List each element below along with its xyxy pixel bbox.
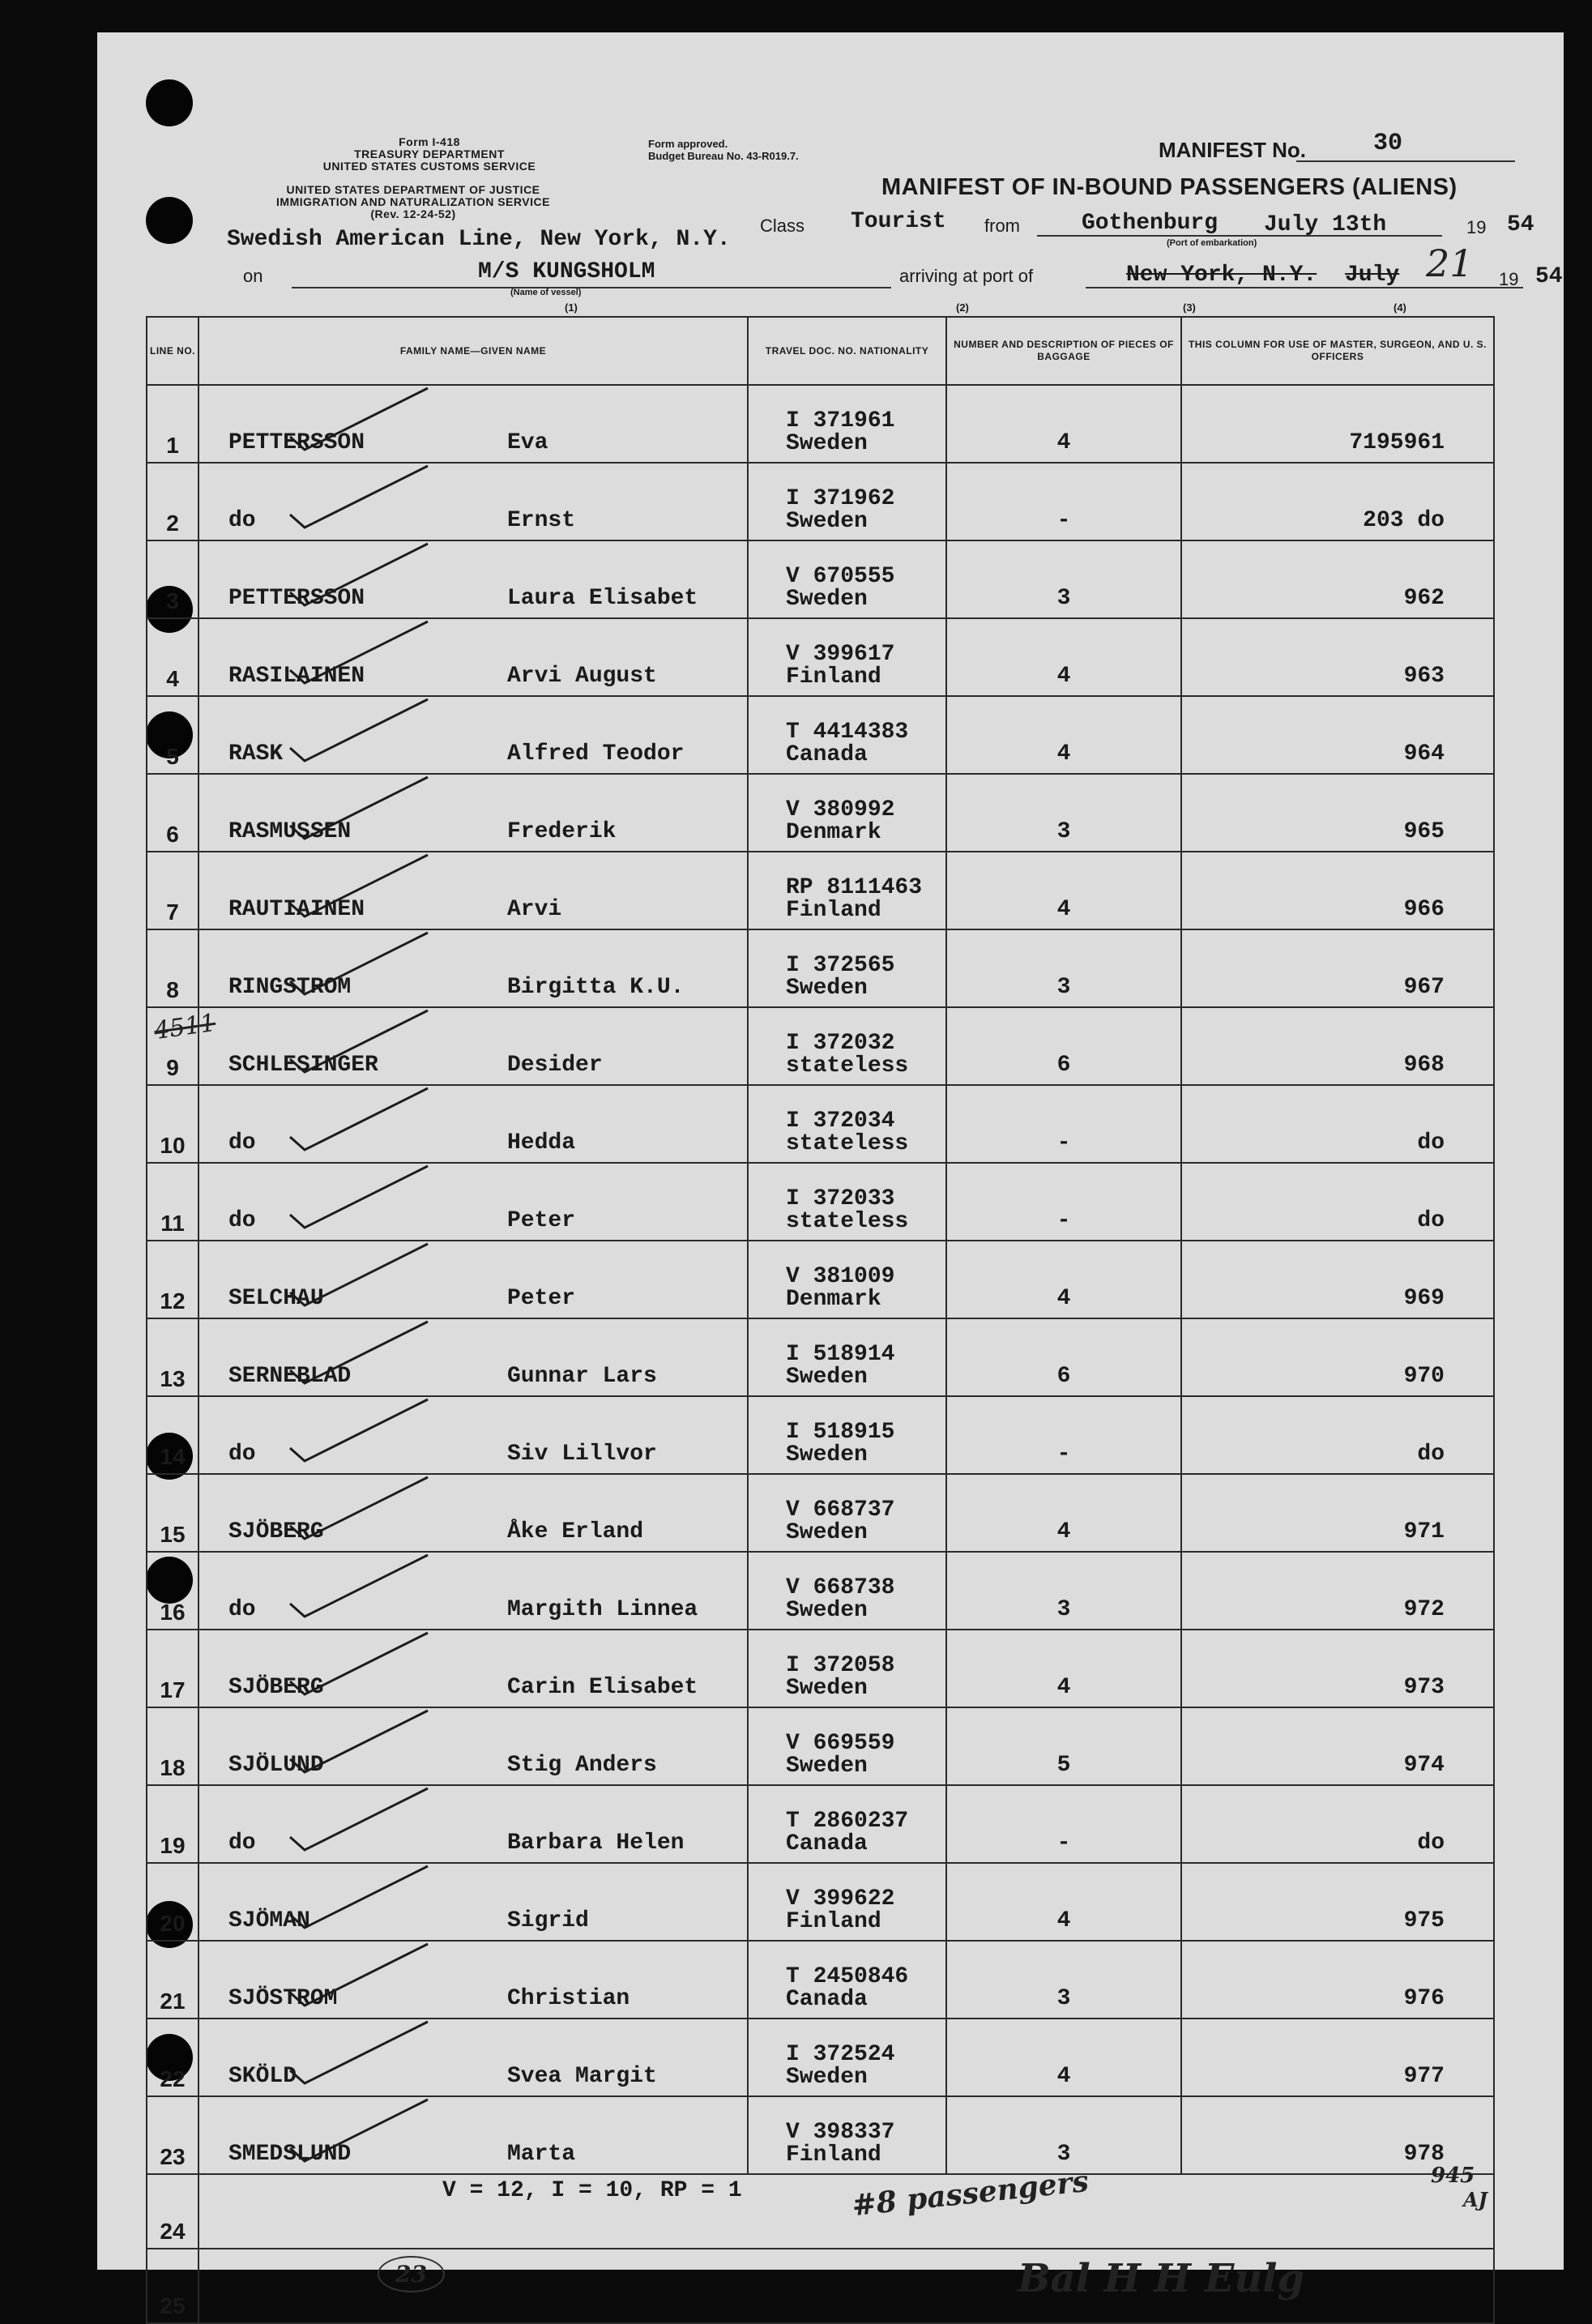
officer-number: 968	[1181, 1007, 1494, 1085]
punch-hole	[146, 79, 193, 126]
line-number: 1	[147, 385, 198, 463]
approved-label: Form approved.	[648, 138, 728, 150]
nationality: stateless	[786, 1131, 909, 1156]
baggage-count: 4	[946, 618, 1181, 696]
nationality: Canada	[786, 1831, 868, 1856]
table-row	[147, 385, 1494, 463]
family-name: do	[228, 1597, 256, 1622]
family-name: SJÖMAN	[228, 1908, 310, 1933]
class-label: Class	[760, 216, 805, 236]
travel-doc-number: RP 8111463	[786, 875, 923, 900]
family-name: SMEDSLUND	[228, 2142, 352, 2167]
travel-doc-cell	[748, 1318, 946, 1396]
given-name: Barbara Helen	[507, 1831, 685, 1856]
travel-doc-number: T 4414383	[786, 720, 909, 745]
column-number-2: (2)	[956, 301, 969, 314]
table-row	[147, 1007, 1494, 1085]
table-row	[147, 852, 1494, 929]
table-row	[147, 618, 1494, 696]
nationality: Sweden	[786, 1442, 868, 1467]
departure-date: July 13th	[1264, 212, 1387, 237]
line-number: 20	[147, 1863, 198, 1941]
nationality: Sweden	[786, 1676, 868, 1701]
line-number: 17	[147, 1630, 198, 1707]
table-row	[147, 1785, 1494, 1863]
line-number: 16	[147, 1552, 198, 1630]
given-name: Ernst	[507, 508, 576, 533]
travel-doc-cell	[748, 1085, 946, 1163]
baggage-count: -	[946, 463, 1181, 540]
margin-mark: 4511	[152, 1008, 218, 1046]
table-row	[147, 1163, 1494, 1241]
given-name: Christian	[507, 1986, 630, 2011]
arrival-port: New York, N.Y.	[1126, 263, 1317, 288]
table-row	[147, 2019, 1494, 2096]
family-name: do	[228, 1130, 256, 1156]
line-number: 22	[147, 2019, 198, 2096]
from-label: from	[984, 216, 1020, 236]
line-number: 6	[147, 774, 198, 852]
nationality: Finland	[786, 1909, 881, 1934]
family-name: do	[228, 508, 256, 533]
family-name: SJÖBERG	[228, 1519, 324, 1544]
table-row	[147, 1396, 1494, 1474]
given-name: Eva	[507, 430, 548, 455]
arrival-year-prefix: 19	[1499, 269, 1519, 289]
baggage-count: -	[946, 1163, 1181, 1241]
baggage-count: 4	[946, 852, 1181, 929]
nationality: Sweden	[786, 1365, 868, 1390]
manifest-title: MANIFEST OF IN-BOUND PASSENGERS (ALIENS)	[881, 174, 1458, 200]
baggage-count: 6	[946, 1318, 1181, 1396]
family-name: SELCHAU	[228, 1286, 324, 1311]
travel-doc-number: I 372524	[786, 2042, 895, 2067]
travel-doc-number: I 372565	[786, 953, 895, 978]
family-name: RASILAINEN	[228, 664, 365, 689]
handwritten-passenger-note: #8 passengers	[850, 2164, 1090, 2224]
table-row	[147, 2096, 1494, 2174]
travel-doc-number: I 372032	[786, 1031, 895, 1056]
officer-number: do	[1181, 1085, 1494, 1163]
name-cell	[198, 1007, 748, 1085]
travel-doc-cell	[748, 1241, 946, 1318]
table-header-row	[147, 317, 1494, 385]
arrival-year-suffix: 54	[1535, 264, 1563, 289]
table-row	[147, 696, 1494, 774]
line-number: 21	[147, 1941, 198, 2019]
name-cell	[198, 1318, 748, 1396]
given-name: Åke Erland	[507, 1519, 644, 1544]
travel-doc-number: V 399622	[786, 1886, 895, 1912]
family-name: do	[228, 1208, 256, 1233]
vessel-caption: (Name of vessel)	[510, 288, 582, 297]
line-number: 2	[147, 463, 198, 540]
given-name: Stig Anders	[507, 1753, 657, 1778]
given-name: Svea Margit	[507, 2064, 657, 2089]
corner-initials: AJ	[1463, 2188, 1487, 2211]
circled-count: 23	[378, 2256, 445, 2292]
nationality: Finland	[786, 664, 881, 690]
family-name: RASK	[228, 741, 284, 767]
travel-doc-cell	[748, 696, 946, 774]
travel-doc-cell	[748, 618, 946, 696]
nationality: Sweden	[786, 431, 868, 456]
officer-number: 973	[1181, 1630, 1494, 1707]
table-row	[147, 929, 1494, 1007]
travel-doc-cell	[748, 463, 946, 540]
manifest-no-label: MANIFEST No.	[1159, 138, 1306, 162]
header-name: FAMILY NAME—GIVEN NAME	[198, 317, 748, 385]
officer-number: 972	[1181, 1552, 1494, 1630]
travel-doc-cell	[748, 1785, 946, 1863]
table-row	[147, 463, 1494, 540]
line-number: 14	[147, 1396, 198, 1474]
officer-number: do	[1181, 1163, 1494, 1241]
nationality: Canada	[786, 742, 868, 767]
vessel-name: M/S KUNGSHOLM	[478, 259, 655, 284]
baggage-count: 3	[946, 1552, 1181, 1630]
embarkation-caption: (Port of embarkation)	[1167, 238, 1257, 248]
line-number: 19	[147, 1785, 198, 1863]
family-name: PETTERSSON	[228, 430, 365, 455]
on-label: on	[243, 266, 263, 286]
family-name: SERNEBLAD	[228, 1364, 352, 1389]
travel-doc-number: T 2450846	[786, 1964, 909, 1989]
table-row	[147, 540, 1494, 618]
customs-label: UNITED STATES CUSTOMS SERVICE	[322, 160, 536, 173]
travel-doc-number: I 371962	[786, 486, 895, 511]
name-cell	[198, 1630, 748, 1707]
travel-doc-number: I 371961	[786, 408, 895, 434]
table-row	[147, 2174, 1494, 2249]
travel-doc-number: I 372058	[786, 1653, 895, 1678]
travel-doc-number: V 669559	[786, 1731, 895, 1756]
nationality: Finland	[786, 2142, 881, 2168]
revision-label: (Rev. 12-24-52)	[370, 207, 456, 220]
nationality: Sweden	[786, 1754, 868, 1779]
travel-doc-number: I 518915	[786, 1420, 895, 1445]
travel-doc-cell	[748, 2019, 946, 2096]
officer-number: 978	[1181, 2096, 1494, 2174]
baggage-count: 4	[946, 1630, 1181, 1707]
header-line-no: LINE NO.	[147, 317, 198, 385]
baggage-count: -	[946, 1396, 1181, 1474]
budget-label: Budget Bureau No. 43-R019.7.	[648, 150, 799, 162]
travel-doc-cell	[748, 1396, 946, 1474]
family-name: do	[228, 1442, 256, 1467]
nationality: Canada	[786, 1987, 868, 2012]
family-name: PETTERSSON	[228, 586, 365, 611]
line-number: 18	[147, 1707, 198, 1785]
baggage-count: 5	[946, 1707, 1181, 1785]
given-name: Alfred Teodor	[507, 741, 685, 767]
line-number: 13	[147, 1318, 198, 1396]
baggage-count: 6	[946, 1007, 1181, 1085]
family-name: do	[228, 1831, 256, 1856]
table-row	[147, 1707, 1494, 1785]
signature-cell	[198, 2249, 1494, 2323]
family-name: RAUTIAINEN	[228, 897, 365, 922]
name-cell	[198, 1552, 748, 1630]
travel-doc-number: V 668738	[786, 1575, 895, 1600]
given-name: Birgitta K.U.	[507, 975, 685, 1000]
vessel-underline	[292, 287, 891, 288]
line-number: 3	[147, 540, 198, 618]
travel-doc-number: I 372033	[786, 1186, 895, 1211]
manifest-no-underline	[1296, 160, 1515, 162]
name-cell	[198, 540, 748, 618]
header-officers: THIS COLUMN FOR USE OF MASTER, SURGEON, AND U. S. OFFICERS	[1181, 317, 1494, 385]
travel-doc-number: V 399617	[786, 642, 895, 667]
travel-doc-cell	[748, 1707, 946, 1785]
name-cell	[198, 2019, 748, 2096]
departure-year-suffix: 54	[1507, 212, 1534, 237]
given-name: Arvi	[507, 897, 562, 922]
officer-number: 203 do	[1181, 463, 1494, 540]
name-cell	[198, 1474, 748, 1552]
name-cell	[198, 1396, 748, 1474]
arriving-label: arriving at port of	[899, 266, 1034, 286]
travel-doc-cell	[748, 1941, 946, 2019]
officer-number: 967	[1181, 929, 1494, 1007]
shipping-line: Swedish American Line, New York, N.Y.	[227, 227, 731, 252]
family-name: SJÖLUND	[228, 1753, 324, 1778]
officer-number: 976	[1181, 1941, 1494, 2019]
travel-doc-cell	[748, 2096, 946, 2174]
given-name: Sigrid	[507, 1908, 589, 1933]
officer-number: 969	[1181, 1241, 1494, 1318]
baggage-count: 3	[946, 929, 1181, 1007]
given-name: Margith Linnea	[507, 1597, 698, 1622]
name-cell	[198, 852, 748, 929]
given-name: Siv Lillvor	[507, 1442, 657, 1467]
nationality: Sweden	[786, 509, 868, 534]
name-cell	[198, 463, 748, 540]
name-cell	[198, 1941, 748, 2019]
given-name: Marta	[507, 2142, 576, 2167]
nationality: Sweden	[786, 976, 868, 1001]
name-cell	[198, 1163, 748, 1241]
officer-number: 975	[1181, 1863, 1494, 1941]
travel-doc-number: I 372034	[786, 1109, 895, 1134]
travel-doc-cell	[748, 929, 946, 1007]
given-name: Hedda	[507, 1130, 576, 1156]
given-name: Peter	[507, 1208, 576, 1233]
family-name: SJÖSTROM	[228, 1986, 338, 2011]
class-value: Tourist	[851, 209, 946, 234]
given-name: Gunnar Lars	[507, 1364, 657, 1389]
table-row	[147, 2249, 1494, 2323]
travel-doc-cell	[748, 1474, 946, 1552]
column-number-1: (1)	[565, 301, 578, 314]
officer-number: 7195961	[1181, 385, 1494, 463]
officer-number: 970	[1181, 1318, 1494, 1396]
family-name: SJÖBERG	[228, 1675, 324, 1700]
officer-number: 962	[1181, 540, 1494, 618]
line-number: 15	[147, 1474, 198, 1552]
doc-summary: V = 12, I = 10, RP = 1	[442, 2178, 742, 2203]
given-name: Carin Elisabet	[507, 1675, 698, 1700]
baggage-count: 4	[946, 1474, 1181, 1552]
given-name: Laura Elisabet	[507, 586, 698, 611]
name-cell	[198, 1707, 748, 1785]
officer-signature: Bal H H Eulg	[1018, 2256, 1305, 2301]
travel-doc-number: V 398337	[786, 2120, 895, 2145]
name-cell	[198, 1863, 748, 1941]
line-number: 11	[147, 1163, 198, 1241]
ins-label: IMMIGRATION AND NATURALIZATION SERVICE	[276, 195, 550, 208]
officer-number: do	[1181, 1396, 1494, 1474]
travel-doc-cell	[748, 1007, 946, 1085]
punch-hole	[146, 197, 193, 244]
arrival-month: July	[1345, 263, 1400, 288]
travel-doc-cell	[748, 1163, 946, 1241]
baggage-count: 3	[946, 2096, 1181, 2174]
travel-doc-number: V 670555	[786, 564, 895, 589]
line-number: 24	[147, 2174, 198, 2249]
baggage-count: 4	[946, 2019, 1181, 2096]
officer-number: 977	[1181, 2019, 1494, 2096]
officer-number: do	[1181, 1785, 1494, 1863]
family-name: RINGSTROM	[228, 975, 352, 1000]
nationality: Finland	[786, 898, 881, 923]
line-number: 7	[147, 852, 198, 929]
table-row	[147, 1630, 1494, 1707]
travel-doc-cell	[748, 385, 946, 463]
table-row	[147, 774, 1494, 852]
officer-number: 965	[1181, 774, 1494, 852]
travel-doc-cell	[748, 774, 946, 852]
table-row	[147, 1085, 1494, 1163]
baggage-count: -	[946, 1785, 1181, 1863]
given-name: Arvi August	[507, 664, 657, 689]
officer-number: 963	[1181, 618, 1494, 696]
table-row	[147, 1241, 1494, 1318]
table-row	[147, 1474, 1494, 1552]
baggage-count: 4	[946, 696, 1181, 774]
line-number: 9	[147, 1007, 198, 1085]
travel-doc-cell	[748, 852, 946, 929]
travel-doc-number: V 381009	[786, 1264, 895, 1289]
departure-year-prefix: 19	[1466, 217, 1487, 237]
officer-number: 966	[1181, 852, 1494, 929]
line-number: 25	[147, 2249, 198, 2323]
name-cell	[198, 929, 748, 1007]
corner-number: 945	[1431, 2164, 1475, 2188]
header-travel-doc: TRAVEL DOC. NO. NATIONALITY	[748, 317, 946, 385]
nationality: Sweden	[786, 1598, 868, 1623]
name-cell	[198, 1085, 748, 1163]
travel-doc-cell	[748, 540, 946, 618]
form-number: Form I-418	[399, 135, 460, 148]
baggage-count: 3	[946, 1941, 1181, 2019]
nationality: stateless	[786, 1209, 909, 1234]
nationality: Denmark	[786, 1287, 881, 1312]
name-cell	[198, 1241, 748, 1318]
family-name: SCHLESINGER	[228, 1053, 378, 1078]
line-number: 5	[147, 696, 198, 774]
travel-doc-cell	[748, 1630, 946, 1707]
name-cell	[198, 696, 748, 774]
travel-doc-number: V 380992	[786, 797, 895, 822]
baggage-count: 3	[946, 540, 1181, 618]
line-number: 10	[147, 1085, 198, 1163]
name-cell	[198, 1785, 748, 1863]
name-cell	[198, 774, 748, 852]
given-name: Desider	[507, 1053, 603, 1078]
travel-doc-number: T 2860237	[786, 1809, 909, 1834]
officer-number: 964	[1181, 696, 1494, 774]
embarkation-port: Gothenburg	[1082, 211, 1219, 236]
manifest-number: 30	[1373, 130, 1403, 157]
column-number-3: (3)	[1183, 301, 1196, 314]
line-number: 12	[147, 1241, 198, 1318]
family-name: RASMUSSEN	[228, 819, 352, 844]
table-row	[147, 1318, 1494, 1396]
baggage-count: -	[946, 1085, 1181, 1163]
baggage-count: 4	[946, 1863, 1181, 1941]
header-baggage: NUMBER AND DESCRIPTION OF PIECES OF BAGGAGE	[946, 317, 1181, 385]
officer-number: 971	[1181, 1474, 1494, 1552]
nationality: Denmark	[786, 820, 881, 845]
line-number: 23	[147, 2096, 198, 2174]
column-number-4: (4)	[1394, 301, 1406, 314]
nationality: Sweden	[786, 1520, 868, 1545]
justice-label: UNITED STATES DEPARTMENT OF JUSTICE	[286, 183, 540, 196]
baggage-count: 4	[946, 1241, 1181, 1318]
treasury-label: TREASURY DEPARTMENT	[354, 147, 505, 160]
given-name: Peter	[507, 1286, 576, 1311]
name-cell	[198, 2096, 748, 2174]
given-name: Frederik	[507, 819, 617, 844]
nationality: Sweden	[786, 587, 868, 612]
nationality: stateless	[786, 1053, 909, 1079]
passenger-table	[146, 316, 1495, 2324]
summary-cell	[198, 2164, 1494, 2249]
arrival-day: 21	[1426, 241, 1474, 285]
table-row	[147, 1552, 1494, 1630]
name-cell	[198, 618, 748, 696]
travel-doc-number: V 668737	[786, 1497, 895, 1523]
line-number: 4	[147, 618, 198, 696]
name-cell	[198, 385, 748, 463]
travel-doc-cell	[748, 1552, 946, 1630]
nationality: Sweden	[786, 2065, 868, 2090]
table-row	[147, 1863, 1494, 1941]
travel-doc-number: I 518914	[786, 1342, 895, 1367]
table-row	[147, 1941, 1494, 2019]
family-name: SKÖLD	[228, 2064, 297, 2089]
line-number: 8	[147, 929, 198, 1007]
officer-number: 974	[1181, 1707, 1494, 1785]
baggage-count: 3	[946, 774, 1181, 852]
travel-doc-cell	[748, 1863, 946, 1941]
baggage-count: 4	[946, 385, 1181, 463]
